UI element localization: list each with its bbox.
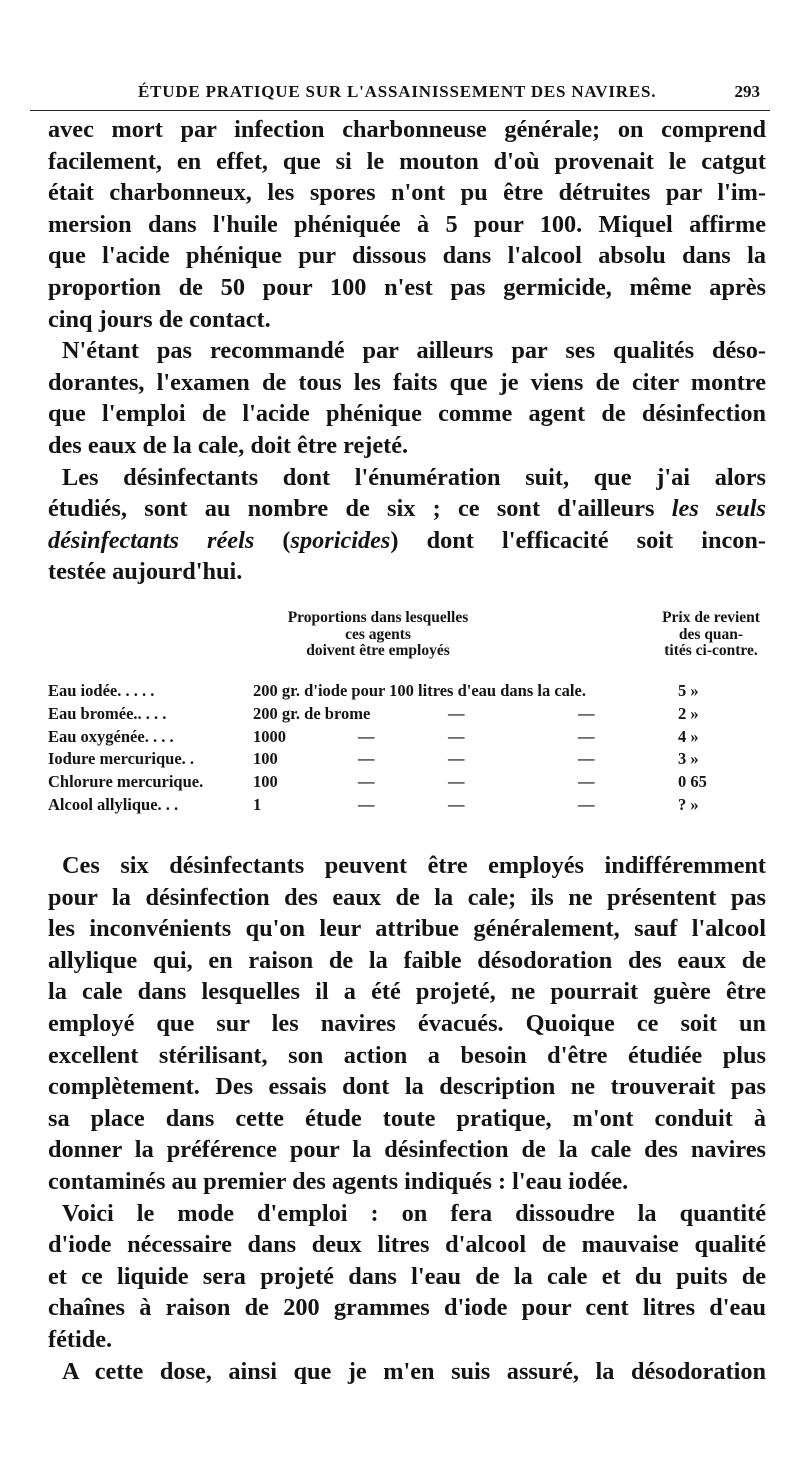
- cell-ditto: —: [448, 772, 465, 792]
- text-line: fétide.: [48, 1325, 113, 1353]
- text-line: avec mort par infection charbonneuse générale; on comprend: [48, 116, 766, 143]
- text-segment: dont l'efficacité soit incon-: [398, 526, 767, 554]
- cell-proportion: 200 gr. de brome: [253, 703, 371, 723]
- text-line: mersion dans l'huile phéniquée à 5 pour 100. Miquel affirme: [48, 210, 766, 238]
- text-line: était charbonneux, les spores n'ont pu être détruites par l'im-: [48, 179, 766, 207]
- italic-phrase: désinfectants réels: [48, 526, 255, 554]
- cell-proportion: 100: [253, 772, 278, 792]
- header-line: Proportions dans lesquelles: [287, 609, 469, 626]
- table-row: [48, 703, 766, 726]
- cell-price: 4 »: [678, 726, 699, 746]
- cell-ditto: —: [448, 749, 465, 769]
- text-line: la cale dans lesquelles il a été projeté, ne pourrait guère être: [48, 978, 766, 1006]
- cell-ditto: —: [358, 772, 375, 792]
- text-line: cinq jours de contact.: [48, 305, 271, 333]
- cell-proportion: 1: [253, 794, 262, 814]
- cell-price: 2 »: [678, 703, 699, 723]
- cell-agent: Chlorure mercurique.: [48, 772, 204, 792]
- header-price: [656, 610, 766, 660]
- running-title: ÉTUDE PRATIQUE SUR L'ASSAINISSEMENT DES NAVIRES.: [138, 82, 657, 101]
- italic-phrase: sporicides: [290, 526, 391, 554]
- text-line: [48, 493, 766, 525]
- text-line: Voici le mode d'emploi : on fera dissoudre la quantité: [62, 1199, 766, 1227]
- text-line: employé que sur les navires évacués. Quoique ce soit un: [48, 1009, 766, 1037]
- text-line: contaminés au premier des agents indiqués : l'eau iodée.: [48, 1167, 629, 1195]
- header-line: des quan-: [678, 625, 744, 643]
- text-line: d'iode nécessaire dans deux litres d'alcool de mauvaise qualité: [48, 1231, 766, 1259]
- text-line: testée aujourd'hui.: [48, 558, 243, 586]
- text-line: proportion de 50 pour 100 n'est pas germicide, même après: [48, 273, 766, 301]
- table-row: [48, 748, 766, 771]
- cell-ditto: —: [578, 772, 595, 792]
- cell-ditto: —: [578, 726, 595, 746]
- text-line: A cette dose, ainsi que je m'en suis assuré, la désodoration: [62, 1357, 766, 1385]
- text-line: excellent stérilisant, son action a besoin d'être étudiée plus: [48, 1041, 766, 1069]
- text-line: et ce liquide sera projeté dans l'eau de la cale et du puits de: [48, 1262, 766, 1290]
- cell-ditto: —: [578, 749, 595, 769]
- text-line: allylique qui, en raison de la faible désodoration des eaux de: [48, 946, 766, 974]
- header-line: doivent être employés: [306, 642, 450, 659]
- text-line: que l'acide phénique pur dissous dans l'alcool absolu dans la: [48, 242, 766, 270]
- table-row: [48, 794, 766, 817]
- lower-body-text: [48, 850, 766, 1387]
- text-line: complètement. Des essais dont la description ne trouverait pas: [48, 1073, 766, 1101]
- text-line: des eaux de la cale, doit être rejeté.: [48, 431, 409, 459]
- cell-proportion: 100: [253, 749, 278, 769]
- cell-price: 5 »: [678, 681, 699, 700]
- cell-agent: Alcool allylique. . .: [48, 794, 179, 814]
- text-line: dorantes, l'examen de tous les faits que je viens de citer montre: [48, 368, 766, 396]
- text-line: Ces six désinfectants peuvent être employés indifféremment: [62, 852, 766, 879]
- table-row: [48, 726, 766, 749]
- disinfectants-table: [48, 610, 766, 817]
- cell-agent: Eau oxygénée. . . .: [48, 726, 174, 746]
- text-line: facilement, en effet, que si le mouton d'où provenait le catgut: [48, 147, 766, 175]
- text-line: Les désinfectants dont l'énumération suit, que j'ai alors: [62, 463, 766, 491]
- text-line: donner la préférence pour la désinfection de la cale des navires: [48, 1136, 766, 1164]
- text-line: que l'emploi de l'acide phénique comme agent de désinfection: [48, 400, 766, 428]
- text-line: N'étant pas recommandé par ailleurs par ses qualités déso-: [62, 337, 766, 365]
- text-line: les inconvénients qu'on leur attribue généralement, sauf l'alcool: [48, 915, 766, 943]
- table-row: [48, 680, 766, 703]
- cell-ditto: —: [448, 726, 465, 746]
- cell-proportion: 200 gr. d'iode pour 100 litres d'eau dans la cale.: [253, 681, 586, 700]
- cell-ditto: —: [358, 749, 375, 769]
- page-header: [30, 80, 770, 111]
- upper-body-text: [48, 114, 766, 588]
- table-row: [48, 771, 766, 794]
- cell-ditto: —: [448, 703, 465, 723]
- text-segment: étudiés, sont au nombre de six ; ce sont d'ailleurs: [48, 495, 655, 523]
- cell-ditto: —: [578, 703, 595, 723]
- cell-ditto: —: [578, 794, 595, 814]
- header-line: ces agents: [345, 625, 411, 643]
- header-proportions: [248, 610, 508, 660]
- cell-ditto: —: [448, 794, 465, 814]
- cell-price: ? »: [678, 794, 699, 814]
- cell-ditto: —: [358, 726, 375, 746]
- text-line: [48, 525, 766, 557]
- page-number: 293: [734, 82, 760, 101]
- cell-agent: Iodure mercurique. .: [48, 749, 195, 769]
- header-line: Prix de revient: [662, 609, 760, 626]
- cell-agent: Eau iodée. . . . .: [48, 681, 155, 700]
- italic-phrase: les seuls: [671, 495, 767, 523]
- table-header: [48, 610, 766, 680]
- header-line: tités ci-contre.: [664, 642, 758, 659]
- paren-open: (: [282, 526, 291, 554]
- paren-close: ): [390, 526, 399, 554]
- text-line: sa place dans cette étude toute pratique, m'ont conduit à: [48, 1104, 766, 1132]
- cell-agent: Eau bromée.. . . .: [48, 703, 167, 723]
- cell-proportion: 1000: [253, 726, 286, 746]
- cell-price: 0 65: [678, 772, 707, 792]
- text-line: pour la désinfection des eaux de la cale; ils ne présentent pas: [48, 883, 766, 911]
- cell-price: 3 »: [678, 749, 699, 769]
- text-line: chaînes à raison de 200 grammes d'iode pour cent litres d'eau: [48, 1294, 766, 1322]
- cell-ditto: —: [358, 794, 375, 814]
